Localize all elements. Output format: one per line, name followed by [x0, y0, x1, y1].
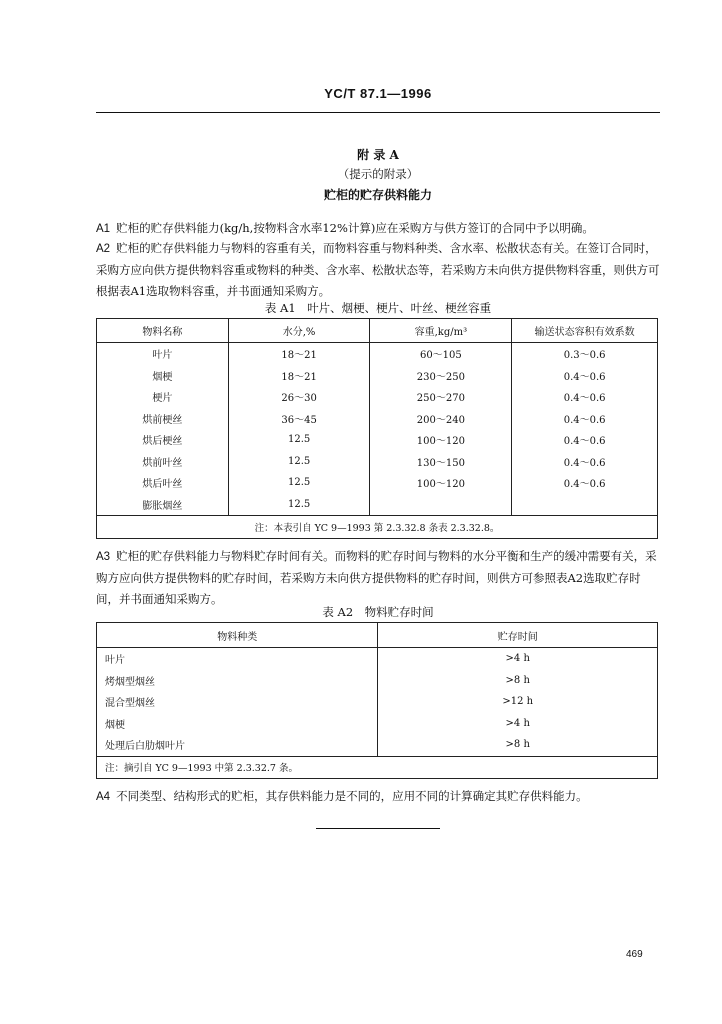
table-cell: >8 h — [378, 670, 658, 692]
table-a1-caption: 表 A1 叶片、烟梗、梗片、叶丝、梗丝容重 — [264, 301, 492, 315]
table-cell: 12.5 — [228, 429, 370, 451]
end-rule — [316, 828, 440, 829]
column-header: 物料名称 — [97, 319, 229, 343]
appendix-name: 贮柜的贮存供料能力 — [323, 188, 432, 202]
table-cell: 叶片 — [97, 343, 229, 365]
table-cell: 0.4～0.6 — [512, 472, 658, 494]
clause-text: 不同类型、结构形式的贮柜，其存供料能力是不同的，应用不同的计算确定其贮存供料能力。 — [116, 789, 588, 803]
table-row — [97, 343, 658, 365]
clause-text: 贮柜的贮存供料能力与物料贮存时间有关。而物料的贮存时间与物料的水分平衡和生产的缓冲需要有关，采购方应向供方提供物料的贮存时间，若采购方未向供方提供物料的贮存时间，则供方可参照表A2选取贮存时间，并书面通知采购方。 — [96, 549, 657, 606]
column-header: 贮存时间 — [378, 623, 658, 648]
table-a1 — [96, 318, 658, 539]
table-cell: 处理后白肋烟叶片 — [97, 734, 378, 756]
clause-text: 贮柜的贮存供料能力(kg/h,按物料含水率12%计算)应在采购方与供方签订的合同中予以明确。 — [116, 221, 594, 235]
table-cell: 烟梗 — [97, 365, 229, 387]
table-cell — [370, 494, 512, 516]
clause-number: A2 — [96, 243, 111, 255]
table-row — [97, 648, 658, 670]
clause-text: 贮柜的贮存供料能力与物料的容重有关，而物料容重与物料种类、含水率、松散状态有关。在签订合同时，采购方应向供方提供物料容重或物料的种类、含水率、松散状态等，若采购方未向供方提供物料容重，则供方可根据表A1选取物料容重，并书面通知采购方。 — [96, 241, 660, 298]
table-cell: 60～105 — [370, 343, 512, 365]
table-row — [97, 734, 658, 756]
table-row — [97, 451, 658, 473]
table-cell: 12.5 — [228, 451, 370, 473]
table-cell: 18～21 — [228, 343, 370, 365]
table-row — [97, 670, 658, 692]
table-a2 — [96, 622, 658, 779]
table-cell: 12.5 — [228, 472, 370, 494]
page-number: 469 — [626, 949, 643, 960]
table-note: 注：摘引自 YC 9—1993 中第 2.3.32.7 条。 — [97, 756, 658, 779]
table-row — [97, 472, 658, 494]
table-cell: >12 h — [378, 691, 658, 713]
table-cell: >4 h — [378, 648, 658, 670]
table-cell: 烘前叶丝 — [97, 451, 229, 473]
table-cell: 0.4～0.6 — [512, 429, 658, 451]
clause-a2 — [96, 238, 660, 302]
column-header: 输送状态容积有效系数 — [512, 319, 658, 343]
table-row — [97, 691, 658, 713]
table-cell: 12.5 — [228, 494, 370, 516]
table-row — [97, 386, 658, 408]
table-cell: 膨胀烟丝 — [97, 494, 229, 516]
table-cell: 烘后梗丝 — [97, 429, 229, 451]
table-cell: 烘前梗丝 — [97, 408, 229, 430]
table-cell: 0.4～0.6 — [512, 365, 658, 387]
table-cell: 250～270 — [370, 386, 512, 408]
clause-number: A3 — [96, 551, 111, 563]
table-cell — [512, 494, 658, 516]
table-cell: 烘后叶丝 — [97, 472, 229, 494]
table-cell: 36～45 — [228, 408, 370, 430]
table-cell: 0.3～0.6 — [512, 343, 658, 365]
appendix-title: 附 录 A — [357, 148, 399, 162]
table-cell: >8 h — [378, 734, 658, 756]
table-cell: 梗片 — [97, 386, 229, 408]
clause-a4 — [96, 786, 660, 808]
appendix-subtitle: （提示的附录） — [337, 167, 419, 181]
table-header-row — [97, 319, 658, 343]
clause-a3 — [96, 546, 660, 610]
table-a2-caption: 表 A2 物料贮存时间 — [322, 605, 434, 619]
column-header: 物料种类 — [97, 623, 378, 648]
table-cell: 0.4～0.6 — [512, 386, 658, 408]
table-note-row — [97, 516, 658, 539]
table-cell: 叶片 — [97, 648, 378, 670]
table-cell: >4 h — [378, 713, 658, 735]
table-cell: 0.4～0.6 — [512, 408, 658, 430]
clause-number: A1 — [96, 223, 111, 235]
table-cell: 26～30 — [228, 386, 370, 408]
table-header-row — [97, 623, 658, 648]
table-row — [97, 494, 658, 516]
table-cell: 100～120 — [370, 472, 512, 494]
table-row — [97, 365, 658, 387]
table-row — [97, 713, 658, 735]
table-note: 注：本表引自 YC 9—1993 第 2.3.32.8 条表 2.3.32.8。 — [97, 516, 658, 539]
table-cell: 烤烟型烟丝 — [97, 670, 378, 692]
table-cell: 130～150 — [370, 451, 512, 473]
table-row — [97, 429, 658, 451]
table-cell: 18～21 — [228, 365, 370, 387]
table-cell: 混合型烟丝 — [97, 691, 378, 713]
table-note-row — [97, 756, 658, 779]
table-cell: 200～240 — [370, 408, 512, 430]
column-header: 容重,kg/m³ — [370, 319, 512, 343]
clause-number: A4 — [96, 791, 111, 803]
standard-number: YC/T 87.1—1996 — [96, 86, 660, 113]
table-row — [97, 408, 658, 430]
table-cell: 100～120 — [370, 429, 512, 451]
table-cell: 230～250 — [370, 365, 512, 387]
column-header: 水分,% — [228, 319, 370, 343]
table-cell: 0.4～0.6 — [512, 451, 658, 473]
clause-a1 — [96, 218, 660, 240]
table-cell: 烟梗 — [97, 713, 378, 735]
